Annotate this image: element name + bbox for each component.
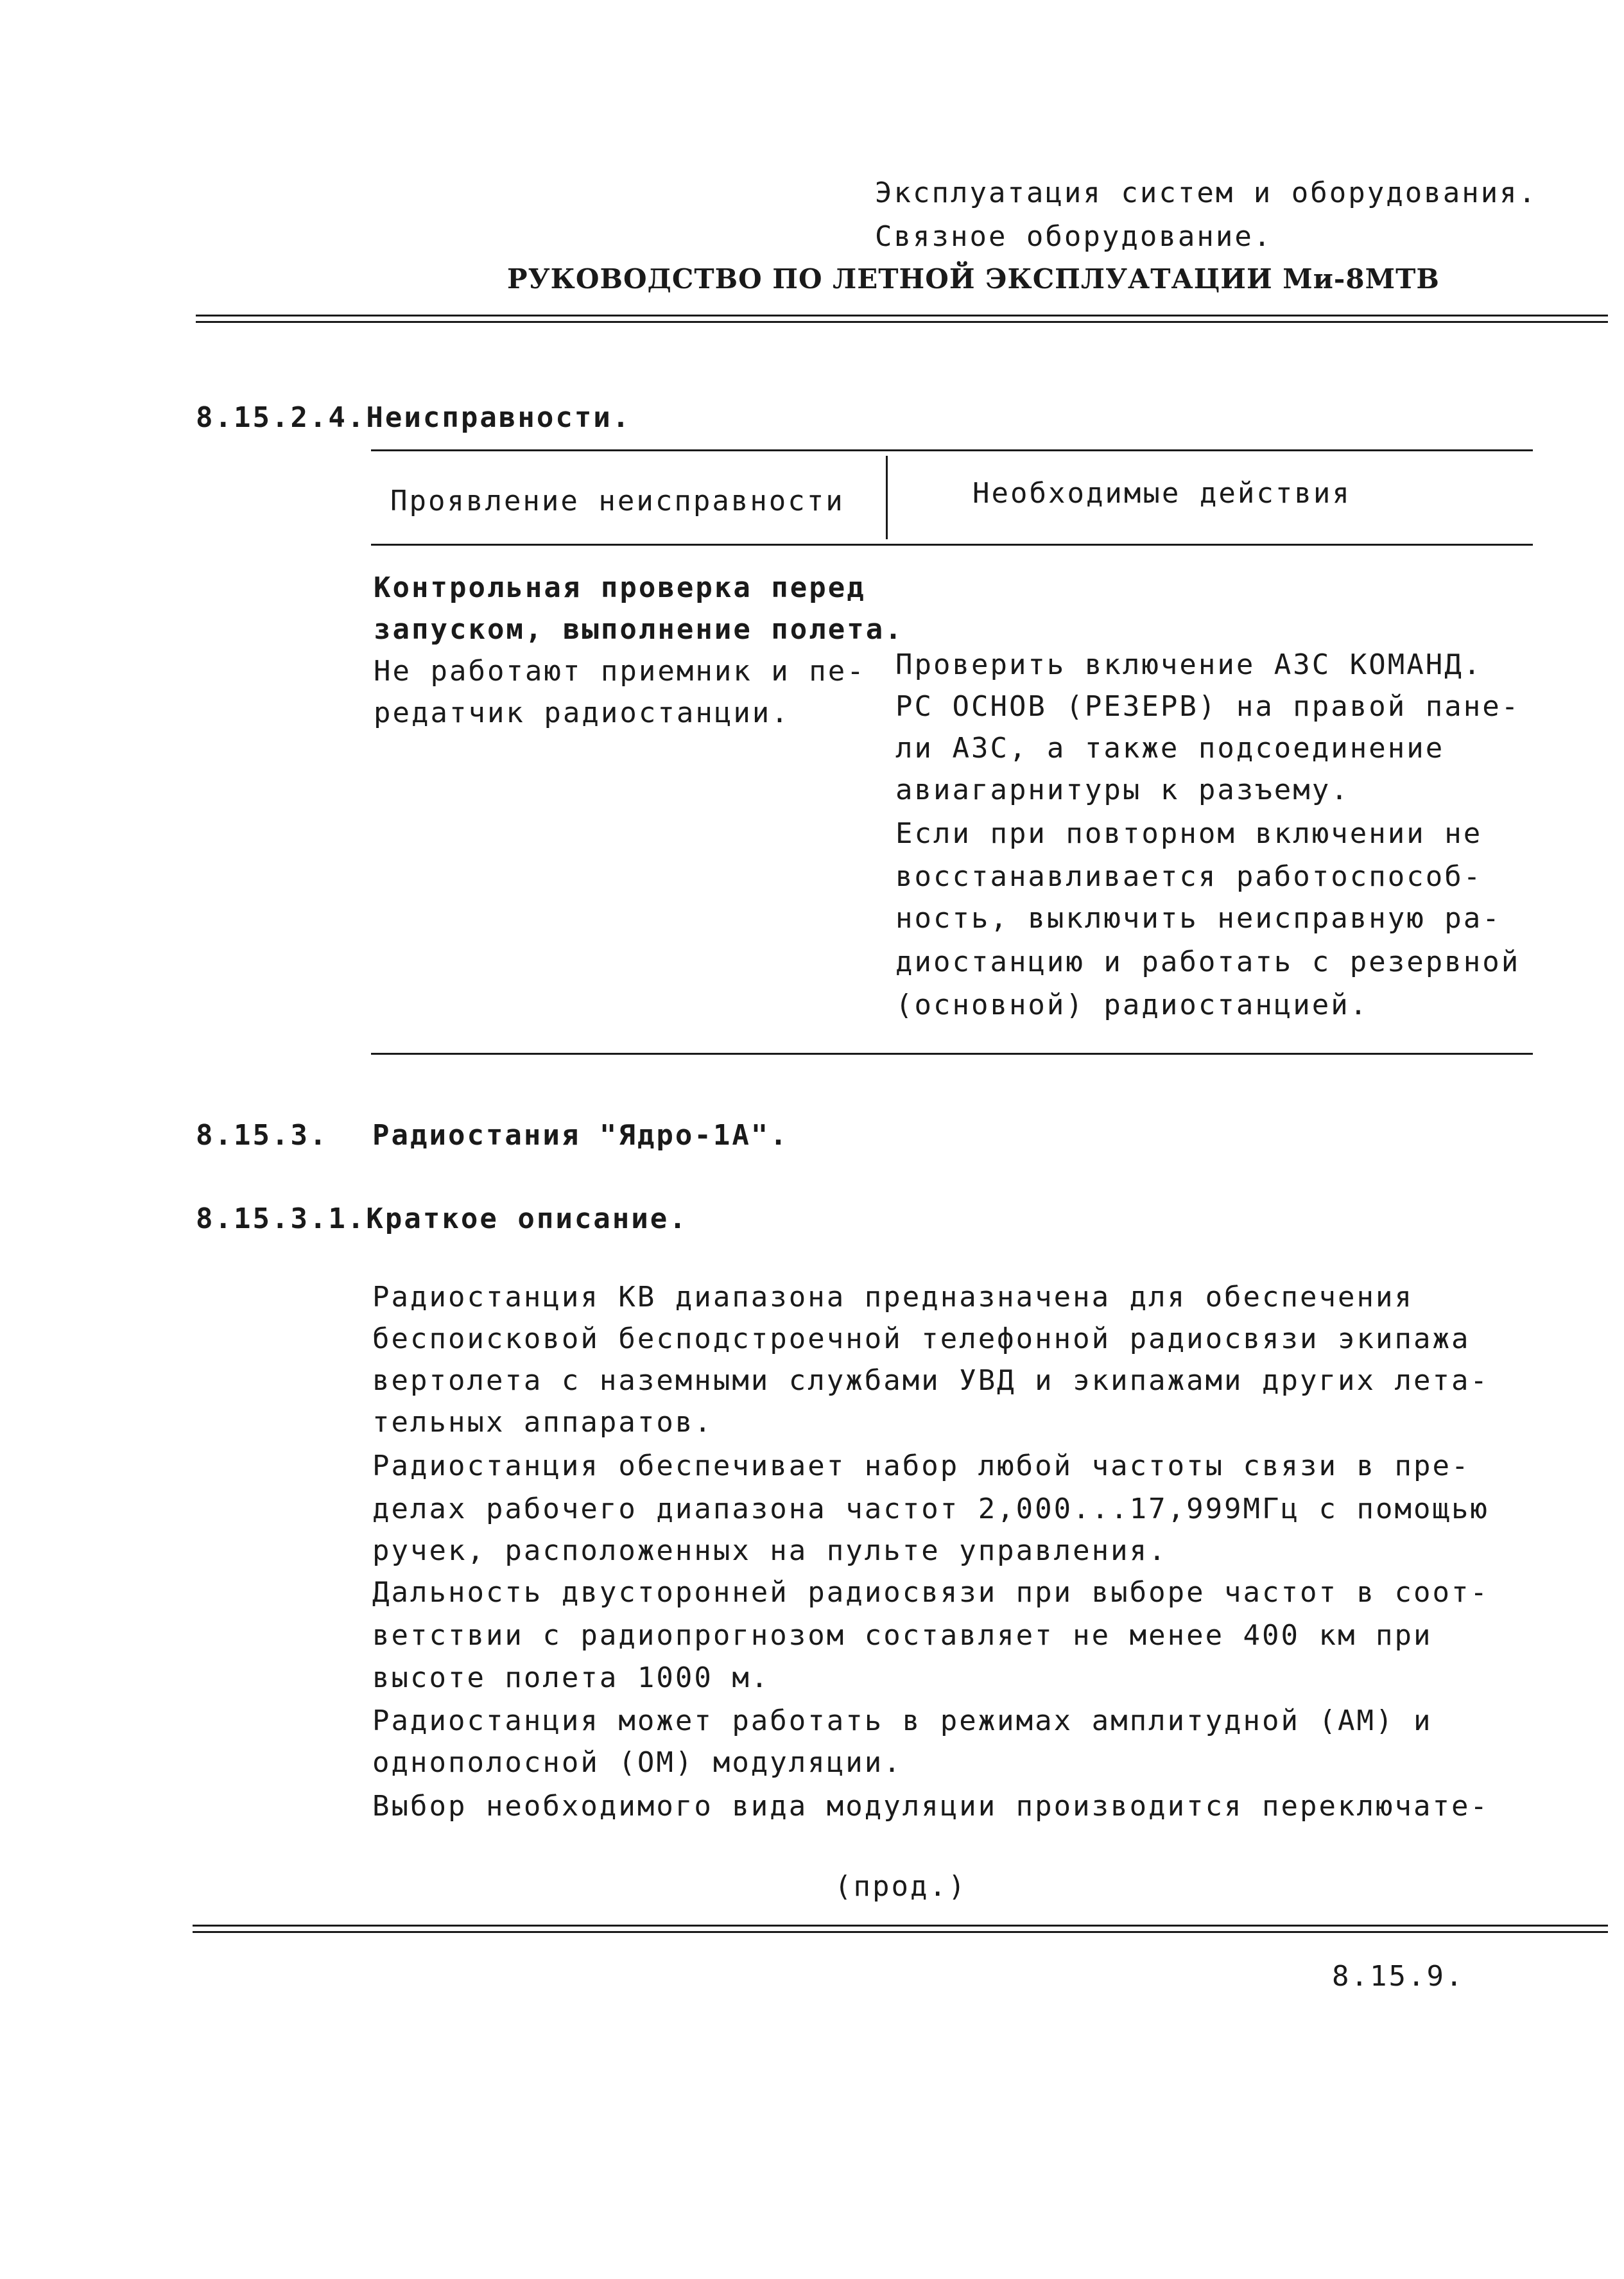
action-line: Если при повторном включении не [895, 817, 1483, 850]
footer-rule-bottom [193, 1931, 1608, 1933]
faults-number: 8.15.2.4. [196, 401, 367, 434]
faults-heading [196, 401, 631, 434]
manual-title: РУКОВОДСТВО ПО ЛЕТНОЙ ЭКСПЛУАТАЦИИ Ми-8МТВ [507, 263, 1440, 295]
action-line: ность, выключить неисправную ра- [895, 902, 1501, 935]
page-number: 8.15.9. [1332, 1960, 1465, 1993]
paragraph-line: Дальность двусторонней радиосвязи при выборе частот в соот- [372, 1576, 1489, 1609]
table-group-line1: Контрольная проверка перед [374, 571, 866, 604]
action-line: РС ОСНОВ (РЕЗЕРВ) на правой пане- [895, 690, 1521, 723]
action-line: (основной) радиостанцией. [895, 989, 1369, 1021]
section-title-line1: Эксплуатация систем и оборудования. [875, 177, 1538, 209]
description-title: Краткое описание. [366, 1202, 688, 1235]
table-rule-header [371, 544, 1533, 546]
paragraph-line: Радиостанция может работать в режимах амплитудной (АМ) и [372, 1704, 1433, 1737]
paragraph-line: тельных аппаратов. [372, 1406, 713, 1439]
paragraph-line: вертолета с наземными службами УВД и экипажами других лета- [372, 1364, 1489, 1397]
radio-title: Радиостания "Ядро-1А". [372, 1119, 789, 1152]
table-header-symptom: Проявление неисправности [390, 485, 845, 517]
paragraph-line: Радиостанция обеспечивает набор любой частоты связи в пре- [372, 1450, 1471, 1482]
symptom-line: Не работают приемник и пе- [374, 655, 866, 688]
paragraph-line: делах рабочего диапазона частот 2,000...17,999МГц с помощью [372, 1493, 1489, 1525]
paragraph-line: беспоисковой бесподстроечной телефонной радиосвязи экипажа [372, 1322, 1471, 1355]
description-heading [196, 1202, 688, 1235]
footer-rule-top [193, 1925, 1608, 1927]
action-line: авиагарнитуры к разъему. [895, 774, 1350, 806]
paragraph-line: однополосной (ОМ) модуляции. [372, 1746, 903, 1779]
paragraph-line: ветствии с радиопрогнозом составляет не менее 400 км при [372, 1619, 1433, 1652]
paragraph-line: высоте полета 1000 м. [372, 1661, 770, 1694]
faults-title: Неисправности. [366, 401, 632, 434]
paragraph-line: Выбор необходимого вида модуляции производится переключате- [372, 1790, 1489, 1823]
action-line: диостанцию и работать с резервной [895, 946, 1521, 978]
header-rule-top [196, 315, 1608, 316]
paragraph-line: ручек, расположенных на пульте управления. [372, 1534, 1168, 1567]
continued-label: (прод.) [834, 1870, 967, 1903]
action-line: восстанавливается работоспособ- [895, 860, 1483, 893]
header-rule-bottom [196, 321, 1608, 323]
description-number: 8.15.3.1. [196, 1202, 367, 1235]
section-title-line2: Связное оборудование. [875, 220, 1273, 253]
action-line: ли АЗС, а также подсоединение [895, 732, 1445, 765]
radio-number: 8.15.3. [196, 1119, 329, 1152]
table-header-actions: Необходимые действия [972, 477, 1351, 510]
table-rule-bottom [371, 1053, 1533, 1055]
symptom-line: редатчик радиостанции. [374, 697, 790, 729]
table-rule-top [371, 449, 1533, 451]
table-group-line2: запуском, выполнение полета. [374, 613, 904, 646]
action-line: Проверить включение АЗС КОМАНД. [895, 648, 1483, 681]
table-column-divider [886, 456, 888, 539]
paragraph-line: Радиостанция КВ диапазона предназначена для обеспечения [372, 1281, 1413, 1313]
